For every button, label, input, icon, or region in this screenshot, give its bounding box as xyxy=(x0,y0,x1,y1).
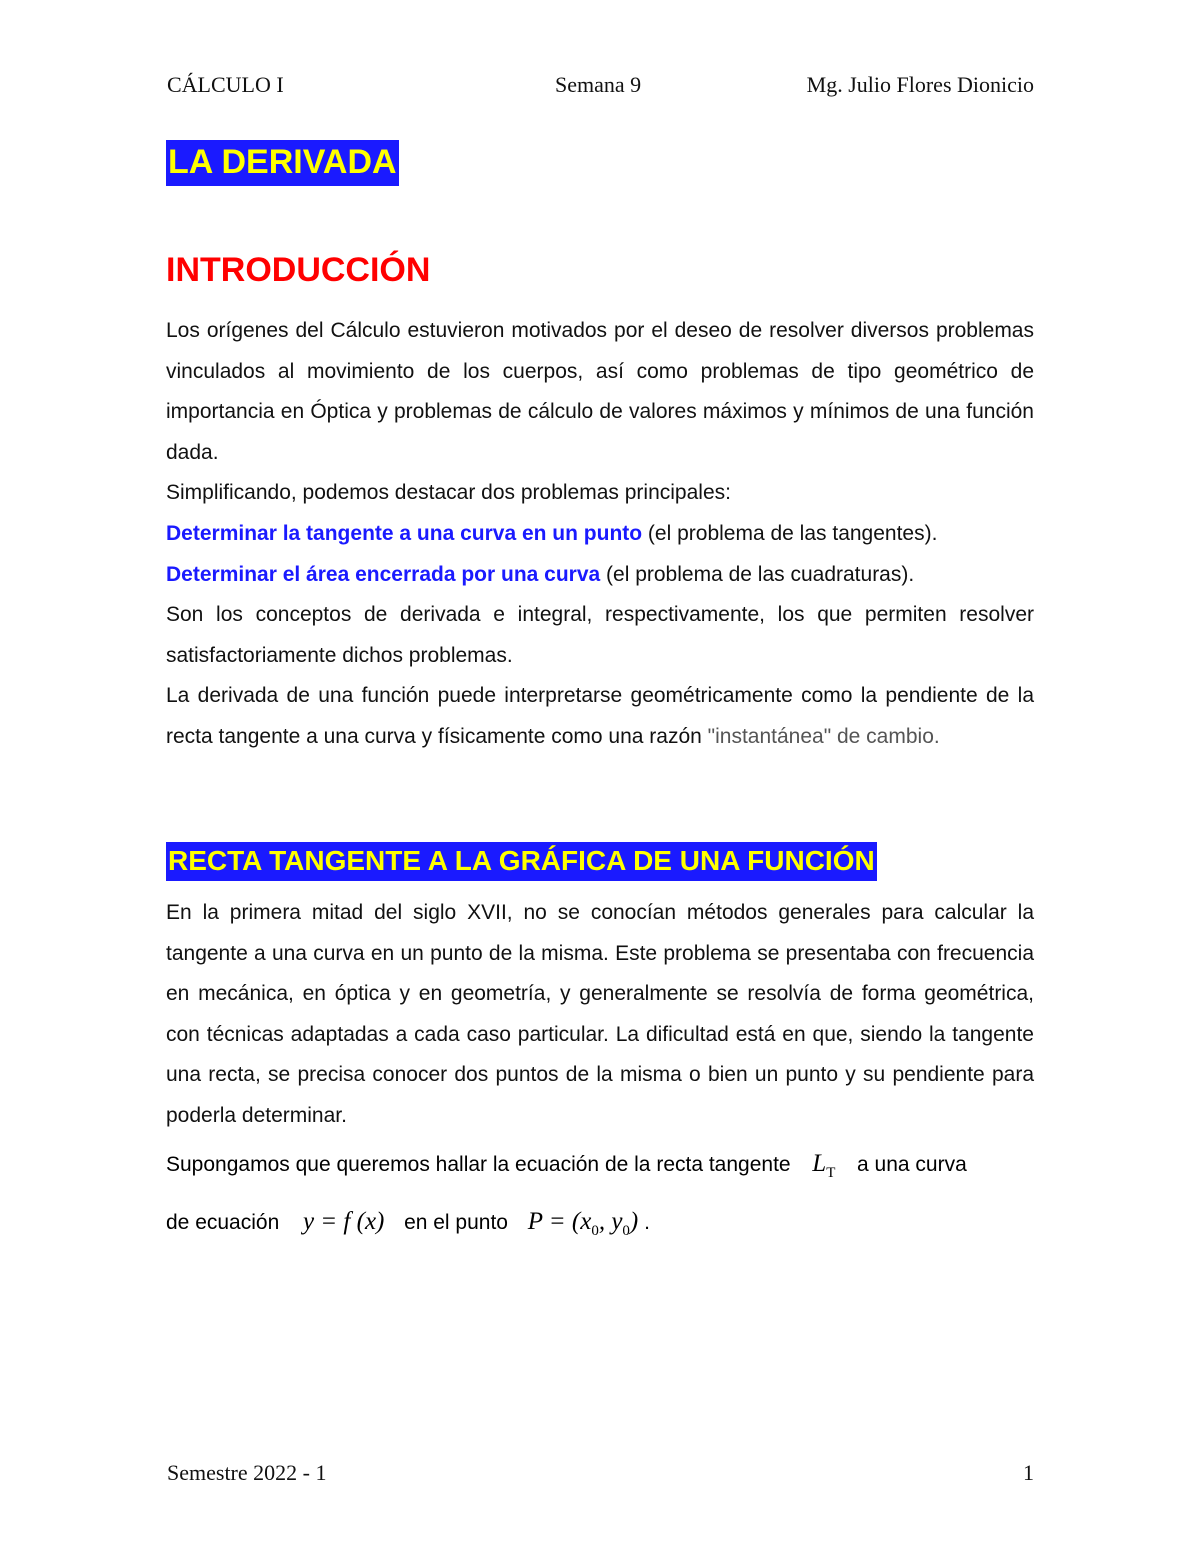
problem-2-note: (el problema de las cuadraturas). xyxy=(600,562,915,586)
semester-label: Semestre 2022 - 1 xyxy=(167,1460,327,1485)
intro-paragraph-1: Los orígenes del Cálculo estuvieron motivados por el deseo de resolver diversos problemas vinculados al movimiento de los cuerpos, así como problemas de tipo geométrico de importancia en Óptica y problemas de cálculo de valores máximos y mínimos de una función dada. xyxy=(166,319,1034,464)
line2-period: . xyxy=(644,1211,650,1234)
tangent-section xyxy=(166,893,1034,1137)
tangent-equation-line-1 xyxy=(166,1150,1034,1181)
line2-text: de ecuación xyxy=(166,1211,280,1234)
author-name: Mg. Julio Flores Dionicio xyxy=(806,72,1034,97)
function-equation: y = f (x) xyxy=(302,1208,385,1235)
point-equation: $P = (x_0$, $y_0$) xyxy=(527,1208,639,1239)
problem-1-note: (el problema de las tangentes). xyxy=(642,521,938,545)
course-name: CÁLCULO I xyxy=(167,72,284,97)
derivative-definition-end: "instantánea" de cambio. xyxy=(707,724,940,748)
line1-text: Supongamos que queremos hallar la ecuación de la recta tangente xyxy=(166,1153,791,1176)
intro-problem-2 xyxy=(166,555,1034,596)
document-title: LA DERIVADA xyxy=(166,140,399,186)
derivative-definition: La derivada de una función puede interpretarse geométricamente como la pendiente de la recta tangente a una curva y físicamente como una razón xyxy=(166,684,1034,748)
intro-heading: INTRODUCCIÓN xyxy=(166,251,431,289)
problem-1-highlight: Determinar la tangente a una curva en un punto xyxy=(166,521,643,545)
line1-end: a una curva xyxy=(857,1153,967,1176)
page-number: 1 xyxy=(1023,1460,1034,1485)
line2-middle: en el punto xyxy=(404,1211,508,1234)
tangent-line-symbol: $L_T$ xyxy=(812,1150,836,1181)
problem-2-highlight: Determinar el área encerrada por una curva xyxy=(166,562,601,586)
intro-paragraph-6 xyxy=(166,676,1034,757)
tangent-equation-line-2 xyxy=(166,1208,1034,1239)
week-label: Semana 9 xyxy=(555,72,642,97)
intro-problem-1 xyxy=(166,514,1034,555)
intro-section xyxy=(166,311,1034,758)
intro-paragraph-5: Son los conceptos de derivada e integral, respectivamente, los que permiten resolver satisfactoriamente dichos problemas. xyxy=(166,603,1034,667)
intro-paragraph-2: Simplificando, podemos destacar dos problemas principales: xyxy=(166,481,731,505)
tangent-section-heading: RECTA TANGENTE A LA GRÁFICA DE UNA FUNCIÓN xyxy=(166,842,877,881)
tangent-paragraph-1: En la primera mitad del siglo XVII, no se conocían métodos generales para calcular la tangente a una curva en un punto de la misma. Este problema se presentaba con frecuencia en mecánica, en óptica y en geometría, y generalmente se resolvía de forma geométrica, con técnicas adaptadas a cada caso particular. La dificultad está en que, siendo la tangente una recta, se precisa conocer dos puntos de la misma o bien un punto y su pendiente para poderla determinar. xyxy=(166,901,1034,1127)
